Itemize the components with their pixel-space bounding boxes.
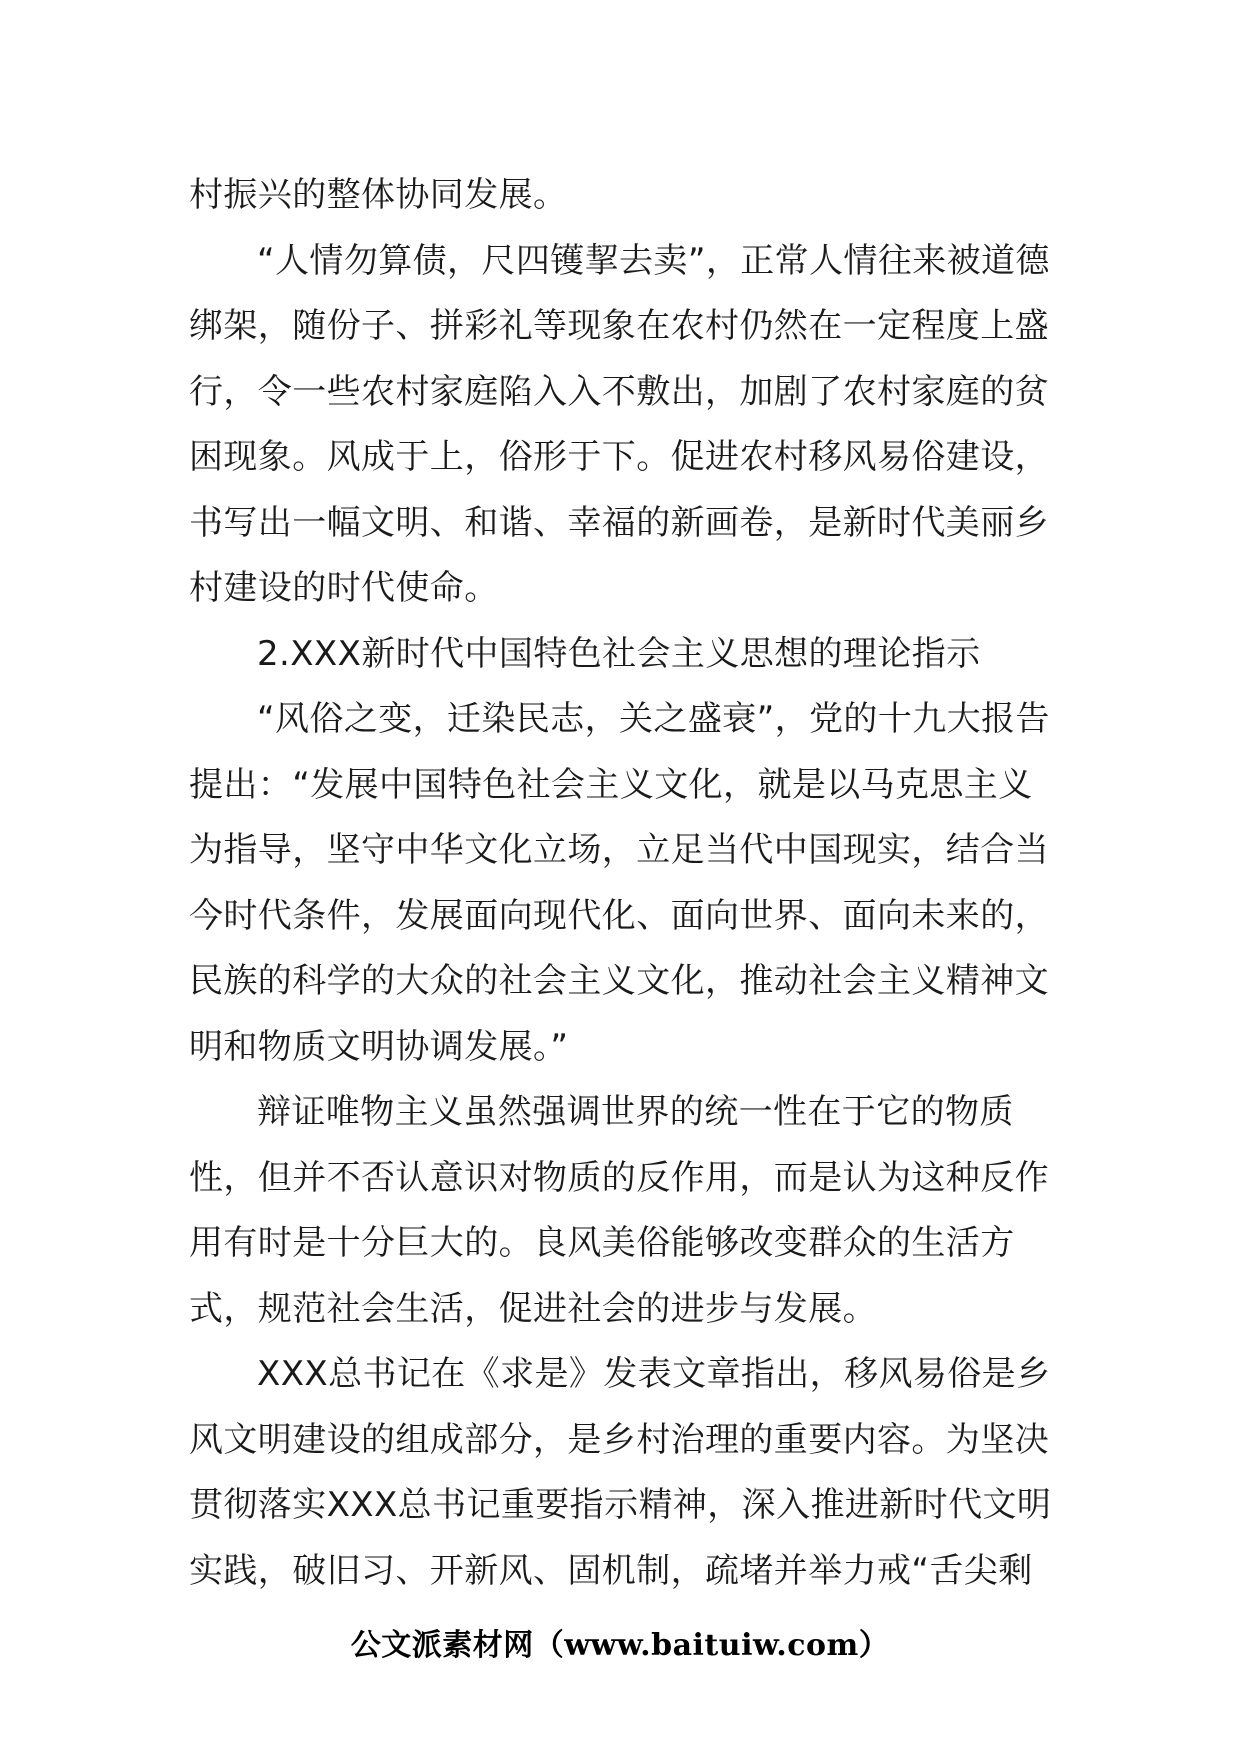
- text-line: 为指导，坚守中华文化立场，立足当代中国现实，结合当: [189, 830, 1049, 870]
- text-line: 困现象。风成于上，俗形于下。促进农村移风易俗建设，: [189, 437, 1049, 477]
- text-line: “风俗之变，迁染民志，关之盛衰”，党的十九大报告: [257, 699, 1050, 739]
- text-line: 性，但并不否认意识对物质的反作用，而是认为这种反作: [189, 1157, 1049, 1198]
- text-line: 绑架，随份子、拼彩礼等现象在农村仍然在一定程度上盛: [189, 306, 1049, 346]
- text-line: “人情勿算债，尺四镬挈去卖”，正常人情往来被道德: [257, 240, 1050, 281]
- text-line: XXX总书记在《求是》发表文章指出，移风易俗是乡: [257, 1354, 1051, 1394]
- text-line: 村振兴的整体协同发展。: [189, 175, 568, 215]
- text-line: 村建设的时代使命。: [189, 568, 499, 608]
- text-line: 今时代条件，发展面向现代化、面向世界、面向未来的，: [189, 895, 1049, 936]
- document-body: [189, 163, 1066, 1604]
- text-line: 贯彻落实XXX总书记重要指示精神，深入推进新时代文明: [189, 1485, 1052, 1525]
- text-line: 书写出一幅文明、和谐、幸福的新画卷，是新时代美丽乡: [189, 502, 1049, 543]
- text-line: 民族的科学的大众的社会主义文化，推动社会主义精神文: [189, 961, 1049, 1001]
- text-line: 实践，破旧习、开新风、固机制，疏堵并举力戒“舌尖剩: [189, 1550, 1033, 1591]
- text-line: 风文明建设的组成部分，是乡村治理的重要内容。为坚决: [189, 1419, 1049, 1460]
- text-line: 提出：“发展中国特色社会主义文化，就是以马克思主义: [189, 764, 1033, 805]
- text-line: 用有时是十分巨大的。良风美俗能够改变群众的生活方: [189, 1223, 1015, 1263]
- footer-watermark: 公文派素材网（www.baituiw.com）: [350, 1628, 890, 1663]
- text-line: 2.XXX新时代中国特色社会主义思想的理论指示: [257, 633, 981, 674]
- text-line: 行，令一些农村家庭陷入入不敷出，加剧了农村家庭的贫: [189, 371, 1049, 412]
- text-line: 明和物质文明协调发展。”: [189, 1026, 569, 1067]
- text-line: 式，规范社会生活，促进社会的进步与发展。: [189, 1288, 877, 1329]
- text-line: 辩证唯物主义虽然强调世界的统一性在于它的物质: [257, 1092, 1014, 1132]
